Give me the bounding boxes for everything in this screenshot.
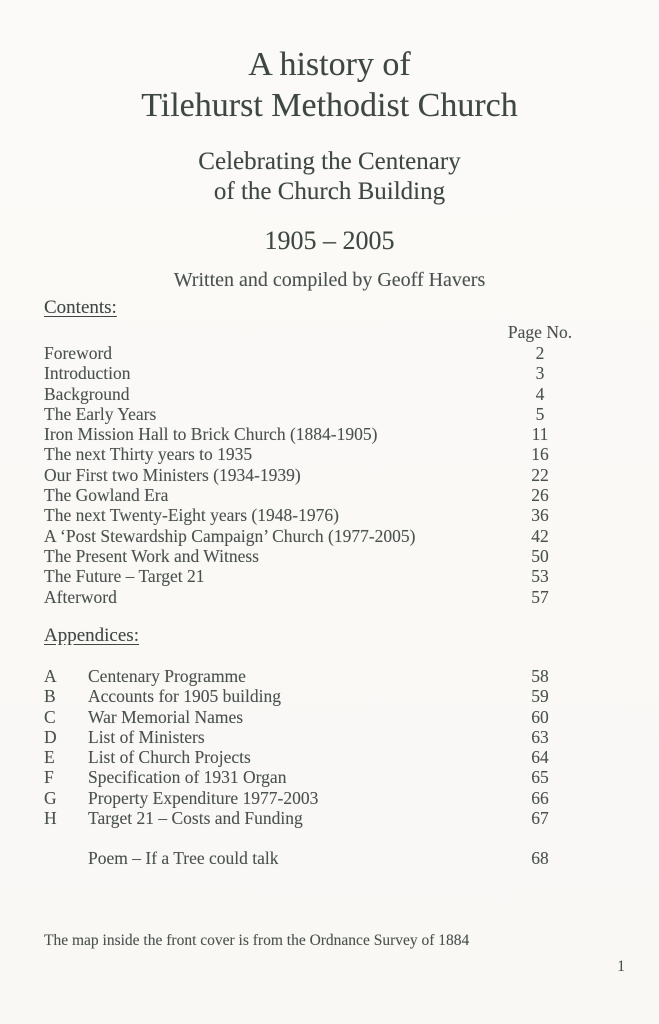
- appendix-letter: H: [44, 808, 57, 829]
- page-title-line2: Tilehurst Methodist Church: [141, 87, 518, 124]
- contents-item-page: 50: [531, 545, 549, 566]
- contents-item-page: 53: [531, 566, 549, 587]
- appendix-row: [44, 808, 615, 828]
- contents-row: [44, 384, 615, 404]
- appendix-page: 64: [531, 747, 549, 768]
- page-no-column-header: Page No.: [507, 322, 573, 342]
- appendix-page: 59: [531, 686, 549, 707]
- poem-page: 68: [531, 848, 549, 869]
- appendix-title: Accounts for 1905 building: [88, 686, 281, 707]
- contents-item-title: The Present Work and Witness: [44, 545, 259, 566]
- appendix-page: 60: [531, 706, 549, 727]
- appendix-letter: F: [44, 767, 54, 788]
- contents-row: [44, 444, 615, 464]
- contents-item-page: 11: [531, 424, 549, 445]
- contents-item-page: 16: [531, 444, 549, 465]
- contents-item-title: A ‘Post Stewardship Campaign’ Church (1977-2005): [44, 525, 416, 546]
- contents-row: [44, 505, 615, 525]
- contents-row: [44, 546, 615, 566]
- poem-title: Poem – If a Tree could talk: [88, 848, 279, 869]
- appendix-letter: A: [44, 666, 57, 686]
- page-title-line1: A history of: [248, 46, 411, 83]
- appendix-title: War Memorial Names: [88, 706, 244, 727]
- contents-item-title: The Early Years: [44, 403, 157, 424]
- appendix-page: 65: [531, 767, 549, 788]
- appendix-row: [44, 788, 615, 808]
- appendix-title: Target 21 – Costs and Funding: [88, 808, 303, 829]
- centenary-years: 1905 – 2005: [264, 226, 395, 255]
- map-source-footnote: The map inside the front cover is from the Ordnance Survey of 1884: [44, 932, 470, 949]
- appendices-rows: [44, 666, 615, 828]
- appendix-title: Centenary Programme: [88, 666, 246, 686]
- appendix-letter: E: [44, 747, 55, 768]
- contents-row: [44, 363, 615, 383]
- appendix-row: [44, 666, 615, 686]
- contents-item-page: 22: [531, 464, 549, 485]
- contents-item-title: Background: [44, 383, 130, 404]
- contents-item-page: 57: [531, 586, 549, 607]
- contents-item-page: 26: [531, 485, 549, 506]
- contents-item-title: The Future – Target 21: [44, 566, 205, 587]
- contents-row: [44, 404, 615, 424]
- subtitle-line1: Celebrating the Centenary: [198, 148, 461, 175]
- appendix-title: Property Expenditure 1977-2003: [88, 787, 319, 808]
- contents-row: [44, 424, 615, 444]
- appendix-row: [44, 767, 615, 787]
- contents-row: [44, 343, 615, 363]
- spacer: [44, 848, 88, 868]
- appendix-title: List of Church Projects: [88, 747, 251, 768]
- poem-row: [44, 848, 615, 868]
- page-title: [0, 44, 659, 126]
- contents-rows: [44, 343, 615, 607]
- contents-item-page: 3: [535, 363, 545, 384]
- appendix-row: [44, 686, 615, 706]
- appendices-section: [44, 624, 615, 869]
- contents-section: [44, 296, 615, 607]
- appendix-page: 58: [531, 666, 549, 686]
- appendix-letter: B: [44, 686, 56, 707]
- title-block: [0, 44, 659, 293]
- appendix-page: 63: [531, 726, 549, 747]
- contents-row: [44, 526, 615, 546]
- contents-item-title: The next Twenty-Eight years (1948-1976): [44, 505, 339, 526]
- contents-item-title: The Gowland Era: [44, 485, 169, 506]
- contents-row: [44, 485, 615, 505]
- contents-item-page: 5: [535, 403, 545, 424]
- contents-item-page: 4: [535, 383, 545, 404]
- page-number: 1: [617, 958, 625, 975]
- contents-item-title: Afterword: [44, 586, 117, 607]
- spacer: [44, 321, 465, 343]
- contents-item-page: 2: [535, 343, 545, 363]
- subtitle: [0, 147, 659, 207]
- contents-item-title: Our First two Ministers (1934-1939): [44, 464, 301, 485]
- subtitle-line2: of the Church Building: [213, 178, 446, 205]
- contents-row: [44, 587, 615, 607]
- page-no-header-row: [44, 321, 615, 343]
- appendix-title: List of Ministers: [88, 726, 205, 747]
- contents-row: [44, 465, 615, 485]
- appendix-letter: C: [44, 706, 56, 727]
- appendix-row: [44, 727, 615, 747]
- appendix-row: [44, 747, 615, 767]
- contents-item-title: The next Thirty years to 1935: [44, 444, 253, 465]
- contents-item-page: 42: [531, 525, 549, 546]
- contents-item-page: 36: [531, 505, 549, 526]
- appendix-title: Specification of 1931 Organ: [88, 767, 287, 788]
- appendix-letter: D: [44, 726, 57, 747]
- contents-item-title: Introduction: [44, 363, 131, 384]
- appendix-row: [44, 707, 615, 727]
- contents-row: [44, 566, 615, 586]
- appendices-heading: Appendices:: [44, 625, 139, 646]
- contents-item-title: Iron Mission Hall to Brick Church (1884-1905): [44, 424, 378, 445]
- appendix-page: 67: [531, 808, 549, 829]
- appendix-letter: G: [44, 787, 57, 808]
- author-byline: Written and compiled by Geoff Havers: [173, 269, 486, 291]
- contents-heading: Contents:: [44, 297, 117, 318]
- appendix-page: 66: [531, 787, 549, 808]
- contents-item-title: Foreword: [44, 343, 113, 363]
